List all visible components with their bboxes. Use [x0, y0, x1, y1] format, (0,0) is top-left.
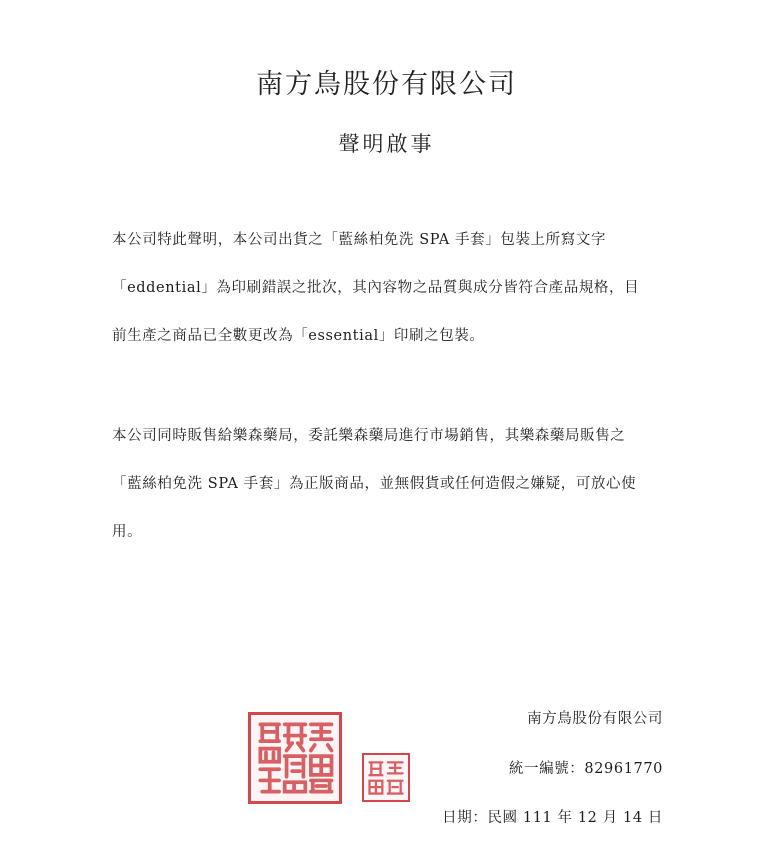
paragraph-2: [112, 412, 664, 556]
company-header: 南方鳥股份有限公司: [256, 69, 517, 100]
paragraph-line: 前生產之商品已全數更改為「essential」印刷之包裝。: [112, 328, 485, 344]
signature-company: 南方鳥股份有限公司: [527, 711, 663, 727]
paragraph-line: 「藍絲柏免洗 SPA 手套」為正版商品，並無假貨或任何造假之嫌疑，可放心使: [112, 476, 637, 492]
personal-seal-icon: [362, 753, 410, 802]
company-seal-icon: [248, 712, 342, 804]
signature-date: 日期：民國 111 年 12 月 14 日: [442, 810, 663, 826]
paragraph-line: 「eddential」為印刷錯誤之批次，其內容物之品質與成分皆符合產品規格，目: [112, 280, 640, 296]
paragraph-line: 用。: [112, 524, 143, 540]
paragraph-1: [112, 216, 664, 360]
signature-tax-id: 統一編號：82961770: [508, 761, 663, 777]
document-title: 聲明啟事: [338, 132, 435, 156]
paragraph-line: 本公司同時販售給樂森藥局，委託樂森藥局進行市場銷售，其樂森藥局販售之: [112, 428, 626, 444]
paragraph-line: 本公司特此聲明，本公司出貨之「藍絲柏免洗 SPA 手套」包裝上所寫文字: [112, 232, 607, 248]
